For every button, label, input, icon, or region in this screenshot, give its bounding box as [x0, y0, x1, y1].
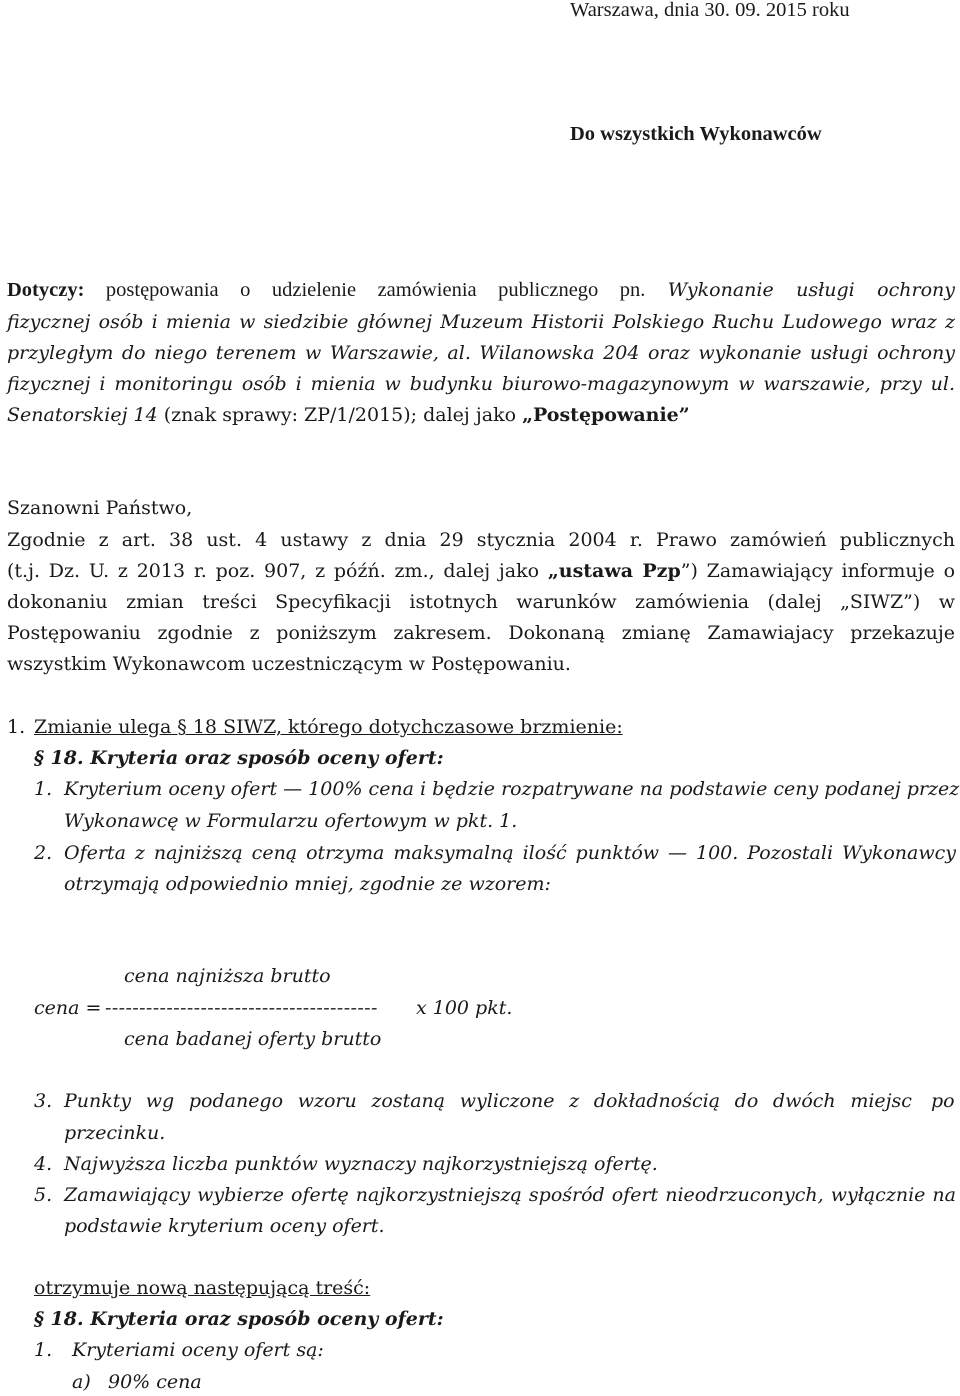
- formula-rhs: x 100 pkt.: [416, 997, 513, 1019]
- old-item-2-line-2: otrzymają odpowiednio mniej, zgodnie ze wzorem:: [64, 873, 551, 895]
- paragraph-text: (t.j. Dz. U. z 2013 r. poz. 907, z późń. zm., dalej jako: [7, 560, 548, 582]
- formula-fraction-bar: ----------------------------------------: [105, 997, 378, 1019]
- subject-text-italic: Wykonanie usługi ochrony: [645, 279, 955, 301]
- new-item-sub-letter: a): [72, 1371, 91, 1393]
- old-item-3-word: wzoru: [297, 1090, 357, 1112]
- old-item-number: 5.: [34, 1184, 53, 1206]
- old-item-3-word: z: [569, 1090, 580, 1112]
- old-item-2-line-1: Oferta z najniższą ceną otrzyma maksymalną ilość punktów — 100. Pozostali Wykonawcy: [64, 842, 956, 864]
- new-section-heading: § 18. Kryteria oraz sposób oceny ofert:: [34, 1308, 444, 1330]
- subject-line-1: [7, 277, 955, 303]
- change-intro: Zmianie ulega § 18 SIWZ, którego dotychczasowe brzmienie:: [34, 716, 623, 738]
- paragraph-line-2: [7, 558, 955, 584]
- new-item-number: 1.: [34, 1339, 53, 1361]
- subject-text-plain: postępowania o udzielenie zamówienia publicznego pn.: [84, 279, 646, 301]
- subject-line-2: fizycznej osób i mienia w siedzibie głównej Muzeum Historii Polskiego Ruchu Ludowego wraz z: [7, 311, 955, 333]
- old-item-3-line-1: [64, 1088, 912, 1114]
- old-item-number: 4.: [34, 1153, 53, 1175]
- old-item-4-line-1: Najwyższa liczba punktów wyznaczy najkorzystniejszą ofertę.: [64, 1153, 658, 1175]
- change-number: 1.: [7, 716, 26, 738]
- subject-case-number: (znak sprawy: ZP/1/2015); dalej jako: [157, 404, 523, 426]
- paragraph-line-3: dokonaniu zmian treści Specyfikacji istotnych warunków zamówienia (dalej „SIWZ”) w: [7, 591, 955, 613]
- formula-lhs: cena =: [34, 997, 102, 1019]
- old-section-heading: § 18. Kryteria oraz sposób oceny ofert:: [34, 747, 444, 769]
- old-item-3-word: dokładnością: [593, 1090, 721, 1112]
- old-item-number: 2.: [34, 842, 53, 864]
- old-item-3-word: miejsc: [850, 1090, 912, 1112]
- subject-line-4: fizycznej i monitoringu osób i mienia w budynku biurowo-magazynowym w warszawie, przy ul.: [7, 373, 955, 395]
- paragraph-line-1: Zgodnie z art. 38 ust. 4 ustawy z dnia 29 stycznia 2004 r. Prawo zamówień publicznych: [7, 529, 955, 551]
- new-item-sub-text: 90% cena: [108, 1371, 202, 1393]
- old-item-1-line-2: Wykonawcę w Formularzu ofertowym w pkt. 1.: [64, 810, 518, 832]
- subject-line-3: przyległym do niego terenem w Warszawie, al. Wilanowska 204 oraz wykonanie usługi ochrony: [7, 342, 955, 364]
- subject-close-quote: ”: [678, 404, 690, 426]
- old-item-3-word: dwóch: [772, 1090, 836, 1112]
- addressee: Do wszystkich Wykonawców: [570, 123, 822, 145]
- old-item-5-line-2: podstawie kryterium oceny ofert.: [64, 1215, 385, 1237]
- paragraph-text: ”) Zamawiający informuje o: [680, 560, 956, 582]
- subject-line-5: [7, 402, 690, 428]
- old-item-3-word: zostaną: [371, 1090, 446, 1112]
- old-item-3-word: podanego: [188, 1090, 284, 1112]
- place-date: Warszawa, dnia 30. 09. 2015 roku: [570, 0, 850, 21]
- old-item-5-line-1: Zamawiający wybierze ofertę najkorzystniejszą spośród ofert nieodrzuconych, wyłącznie na: [64, 1184, 956, 1206]
- subject-defined-term: Postępowanie: [533, 404, 679, 426]
- old-item-number: 3.: [34, 1090, 53, 1112]
- old-item-3-word: do: [734, 1090, 759, 1112]
- old-item-3-word: Punkty: [64, 1090, 132, 1112]
- old-item-3-word: wg: [145, 1090, 175, 1112]
- old-item-1-line-1: Kryterium oceny ofert — 100% cena i będzie rozpatrywane na podstawie ceny podanej przez: [64, 778, 960, 800]
- paragraph-line-5: wszystkim Wykonawcom uczestniczącym w Postępowaniu.: [7, 653, 571, 675]
- old-item-number: 1.: [34, 778, 53, 800]
- subject-label: Dotyczy:: [7, 279, 85, 301]
- formula-denominator: cena badanej oferty brutto: [124, 1028, 382, 1050]
- old-item-3-line-2: przecinku.: [64, 1122, 166, 1144]
- new-item-1-text: Kryteriami oceny ofert są:: [72, 1339, 324, 1361]
- subject-open-quote: „: [522, 404, 534, 426]
- old-item-3-tail: po: [931, 1090, 955, 1112]
- old-item-3-word: wyliczone: [459, 1090, 555, 1112]
- salutation: Szanowni Państwo,: [7, 497, 193, 519]
- new-intro: otrzymuje nową następującą treść:: [34, 1277, 371, 1299]
- paragraph-defined-term: „ustawa Pzp: [547, 560, 681, 582]
- formula-numerator: cena najniższa brutto: [124, 965, 331, 987]
- paragraph-line-4: Postępowaniu zgodnie z poniższym zakresem. Dokonaną zmianę Zamawiajacy przekazuje: [7, 622, 955, 644]
- subject-street: Senatorskiej 14: [7, 404, 158, 426]
